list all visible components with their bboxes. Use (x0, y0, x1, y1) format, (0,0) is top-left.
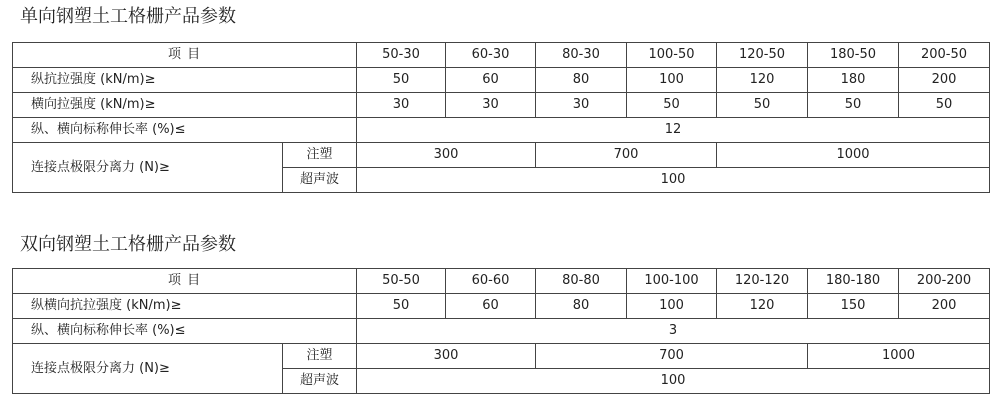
table1-row-peel-injection (13, 143, 990, 168)
cell: 200 (899, 68, 990, 93)
sub-label: 注塑 (283, 143, 357, 168)
table2-model: 60-60 (446, 269, 536, 294)
table2-model: 50-50 (357, 269, 446, 294)
table2-model: 180-180 (808, 269, 899, 294)
table2-row-elongation (13, 319, 990, 344)
table2 (12, 268, 990, 394)
table2-model: 80-80 (536, 269, 627, 294)
table2-model: 100-100 (627, 269, 717, 294)
table2-model: 200-200 (899, 269, 990, 294)
table1-model: 200-50 (899, 43, 990, 68)
cell: 300 (357, 143, 536, 168)
table2-header-item: 项 目 (13, 269, 357, 294)
table2-header-row (13, 269, 990, 294)
cell: 1000 (808, 344, 990, 369)
table1-model: 60-30 (446, 43, 536, 68)
cell: 120 (717, 68, 808, 93)
cell: 50 (357, 294, 446, 319)
table1-row-longitudinal (13, 68, 990, 93)
table1-model: 100-50 (627, 43, 717, 68)
cell: 100 (627, 68, 717, 93)
cell: 30 (357, 93, 446, 118)
row-label: 横向拉强度 (kN/m)≥ (13, 93, 357, 118)
cell: 100 (357, 369, 990, 394)
cell: 100 (357, 168, 990, 193)
table1-model: 80-30 (536, 43, 627, 68)
row-label: 纵横向抗拉强度 (kN/m)≥ (13, 294, 357, 319)
table2-row-peel-injection (13, 344, 990, 369)
table1-header-item: 项 目 (13, 43, 357, 68)
cell: 200 (899, 294, 990, 319)
cell: 1000 (717, 143, 990, 168)
row-label: 连接点极限分离力 (N)≥ (13, 344, 283, 394)
cell: 60 (446, 294, 536, 319)
cell: 3 (357, 319, 990, 344)
cell: 80 (536, 294, 627, 319)
table1-model: 50-30 (357, 43, 446, 68)
table2-model: 120-120 (717, 269, 808, 294)
cell: 700 (536, 344, 808, 369)
row-label: 连接点极限分离力 (N)≥ (13, 143, 283, 193)
cell: 700 (536, 143, 717, 168)
cell: 50 (357, 68, 446, 93)
table1-row-elongation (13, 118, 990, 143)
row-label: 纵抗拉强度 (kN/m)≥ (13, 68, 357, 93)
cell: 120 (717, 294, 808, 319)
cell: 50 (899, 93, 990, 118)
row-label: 纵、横向标称伸长率 (%)≤ (13, 118, 357, 143)
row-label: 纵、横向标称伸长率 (%)≤ (13, 319, 357, 344)
cell: 80 (536, 68, 627, 93)
cell: 180 (808, 68, 899, 93)
table1-model: 180-50 (808, 43, 899, 68)
table2-row-tensile (13, 294, 990, 319)
table1-title: 单向钢塑土工格栅产品参数 (20, 6, 236, 27)
cell: 300 (357, 344, 536, 369)
cell: 50 (808, 93, 899, 118)
sub-label: 注塑 (283, 344, 357, 369)
table1-row-transverse (13, 93, 990, 118)
cell: 30 (536, 93, 627, 118)
table2-title: 双向钢塑土工格栅产品参数 (20, 234, 236, 255)
table1-header-row (13, 43, 990, 68)
cell: 150 (808, 294, 899, 319)
cell: 30 (446, 93, 536, 118)
table1-model: 120-50 (717, 43, 808, 68)
sub-label: 超声波 (283, 168, 357, 193)
cell: 50 (717, 93, 808, 118)
cell: 12 (357, 118, 990, 143)
cell: 50 (627, 93, 717, 118)
table1 (12, 42, 990, 193)
cell: 100 (627, 294, 717, 319)
cell: 60 (446, 68, 536, 93)
sub-label: 超声波 (283, 369, 357, 394)
